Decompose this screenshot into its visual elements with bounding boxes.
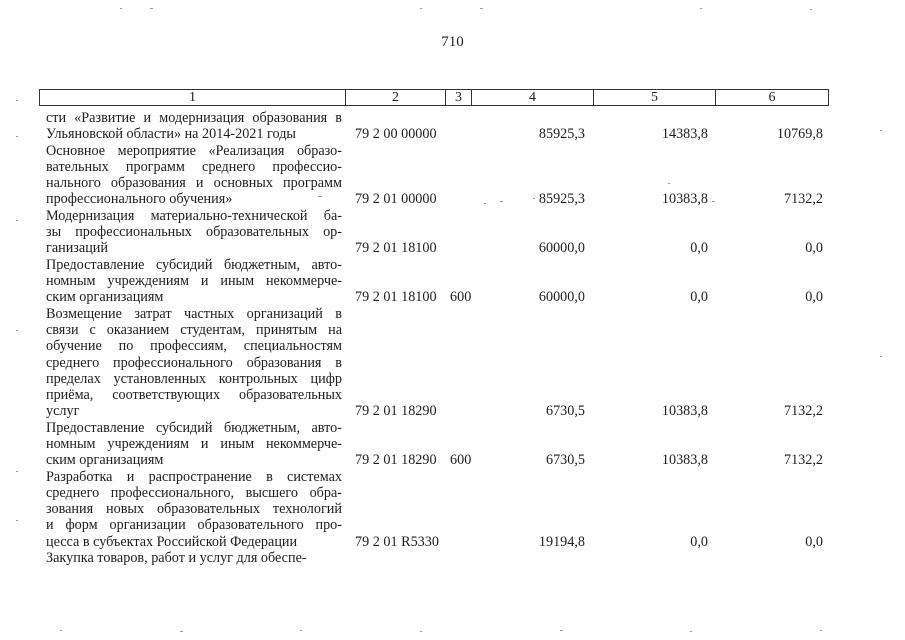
description-line: Возмещение затрат частных организаций в bbox=[46, 306, 342, 322]
description-line: и форм организации образовательного про- bbox=[46, 517, 342, 534]
column-header-6: 6 bbox=[715, 90, 828, 105]
row-value-col6: 0,0 bbox=[805, 240, 823, 257]
description-line: Модернизация материально-технической ба- bbox=[46, 208, 342, 224]
row-value-col4: 85925,3 bbox=[538, 126, 585, 143]
description-line: услуг bbox=[46, 403, 80, 420]
description-line: Основное мероприятие «Реализация образо- bbox=[46, 142, 342, 159]
row-value-col6: 7132,2 bbox=[783, 403, 823, 420]
description-line: номным учреждениям и иным некоммерче- bbox=[46, 436, 342, 452]
description-line: Предоставление субсидий бюджетным, авто- bbox=[46, 257, 342, 273]
row-value-col4: 6730,5 bbox=[545, 452, 585, 469]
row-value-col4: 85925,3 bbox=[538, 191, 585, 208]
description-line: зования новых образовательных технологий bbox=[46, 501, 342, 518]
column-header-2: 2 bbox=[345, 90, 445, 105]
row-value-col5: 10383,8 bbox=[661, 403, 708, 420]
description-line: Закупка товаров, работ и услуг для обеспе- bbox=[46, 550, 307, 567]
row-value-col5: 10383,8 bbox=[661, 452, 708, 469]
description-line: среднего профессионального, высшего обра- bbox=[46, 485, 342, 501]
row-value-col6: 7132,2 bbox=[783, 452, 823, 469]
row-code: 79 2 01 18290 bbox=[355, 452, 437, 469]
description-line: профессионального обучения» bbox=[46, 191, 233, 208]
row-value-col4: 6730,5 bbox=[545, 403, 585, 420]
description-line: приёма, соответствующих образовательных bbox=[46, 387, 342, 404]
description-line: номным учреждениям и иным некоммерче- bbox=[46, 273, 342, 290]
row-value-col6: 7132,2 bbox=[783, 191, 823, 208]
description-line: сти «Развитие и модернизация образования в bbox=[46, 110, 342, 126]
row-expense-type: 600 bbox=[450, 289, 472, 306]
description-line: вательных программ среднего профессио- bbox=[46, 159, 342, 175]
description-line: обучение по профессиям, специальностям bbox=[46, 338, 342, 355]
row-value-col6: 10769,8 bbox=[776, 126, 823, 143]
page-number: 710 bbox=[441, 34, 464, 50]
description-line: зы профессиональных образовательных ор- bbox=[46, 224, 342, 241]
row-value-col5: 0,0 bbox=[690, 533, 708, 550]
row-code: 79 2 00 00000 bbox=[355, 126, 437, 143]
description-line: нального образования и основных программ bbox=[46, 175, 342, 192]
description-line: ским организациям bbox=[46, 452, 164, 469]
column-header-3: 3 bbox=[445, 90, 471, 105]
row-value-col6: 0,0 bbox=[805, 289, 823, 306]
column-header-1: 1 bbox=[189, 90, 196, 105]
row-value-col5: 0,0 bbox=[690, 289, 708, 306]
description-line: связи с оказанием студентам, принятым на bbox=[46, 322, 342, 339]
description-line: Предоставление субсидий бюджетным, авто- bbox=[46, 419, 342, 436]
description-line: Ульяновской области» на 2014-2021 годы bbox=[46, 126, 296, 143]
row-value-col4: 60000,0 bbox=[538, 289, 585, 306]
row-value-col5: 0,0 bbox=[690, 240, 708, 257]
row-value-col6: 0,0 bbox=[805, 533, 823, 550]
row-value-col4: 60000,0 bbox=[538, 240, 585, 257]
description-line: ским организациям bbox=[46, 289, 164, 306]
column-header-4: 4 bbox=[471, 90, 593, 105]
description-line: цесса в субъектах Российской Федерации bbox=[46, 533, 298, 550]
row-value-col4: 19194,8 bbox=[538, 533, 585, 550]
description-line: Разработка и распространение в системах bbox=[46, 468, 342, 485]
column-header-5: 5 bbox=[593, 90, 715, 105]
row-value-col5: 14383,8 bbox=[661, 126, 708, 143]
description-line: среднего профессионального образования в bbox=[46, 354, 342, 371]
description-line: ганизаций bbox=[46, 240, 108, 257]
description-line: пределах установленных контрольных цифр bbox=[46, 370, 342, 387]
row-code: 79 2 01 18290 bbox=[355, 403, 437, 420]
row-code: 79 2 01 00000 bbox=[355, 191, 437, 208]
row-code: 79 2 01 18100 bbox=[355, 289, 437, 306]
row-code: 79 2 01 18100 bbox=[355, 240, 437, 257]
row-value-col5: 10383,8 bbox=[661, 191, 708, 208]
row-code: 79 2 01 R5330 bbox=[355, 533, 439, 550]
row-expense-type: 600 bbox=[450, 452, 472, 469]
